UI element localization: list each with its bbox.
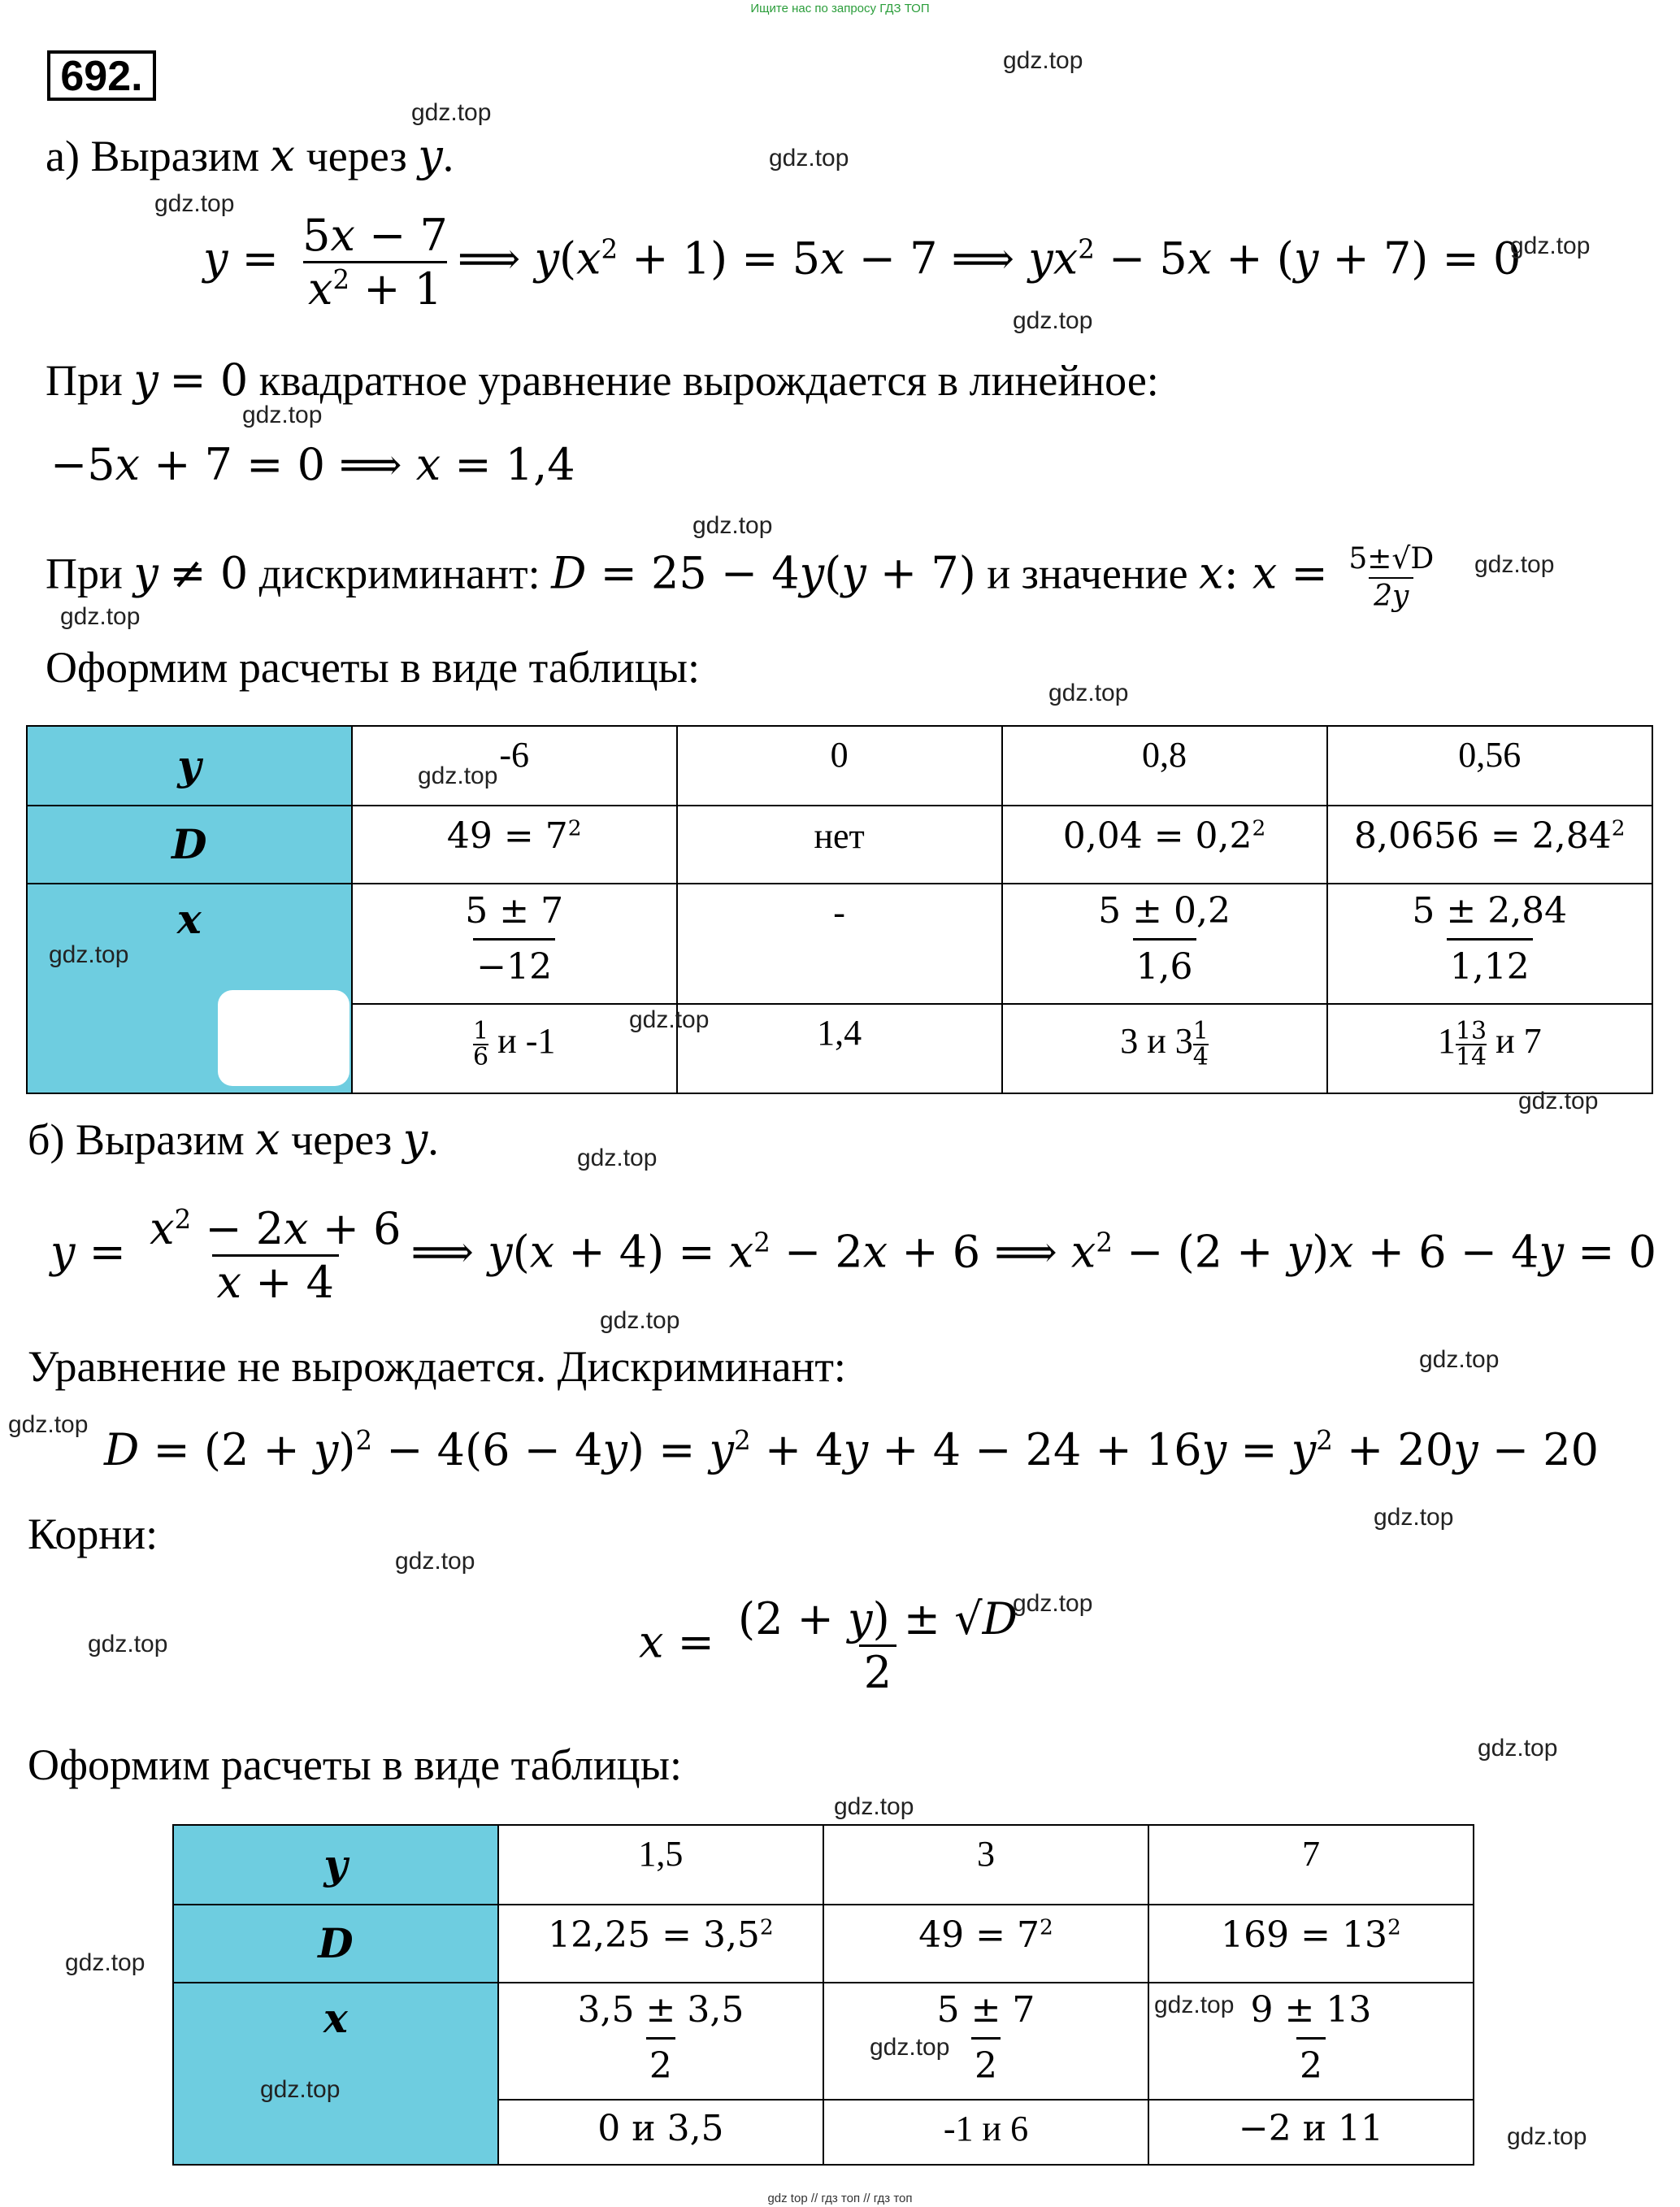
table-cell: $\frac{5 \pm 2,84}{1,12}$: [1327, 884, 1652, 1004]
table-cell: $\frac{5 \pm 7}{2}$: [823, 1983, 1148, 2100]
table-cell: $8,0656 = 2,84^2$: [1327, 806, 1652, 884]
watermark: gdz.top: [411, 99, 492, 126]
row-label-D: D: [173, 1905, 498, 1983]
table-cell: $\frac{5 \pm 0,2}{1,6}$: [1002, 884, 1327, 1004]
table-cell: 7: [1148, 1825, 1474, 1905]
table-cell: -: [677, 884, 1002, 1004]
watermark: gdz.top: [260, 2076, 341, 2103]
watermark: gdz.top: [418, 762, 498, 789]
table-cell: 0,56: [1327, 726, 1652, 806]
table-cell: 0 и 3,5: [498, 2100, 823, 2165]
row-label-y: y: [173, 1825, 498, 1905]
table-cell: 1,5: [498, 1825, 823, 1905]
row-label-x: x: [27, 884, 352, 1093]
watermark: gdz.top: [577, 1145, 658, 1171]
part-a-line2: При y = 0 квадратное уравнение вырождается в линейное:: [46, 354, 1159, 406]
part-b-table: [172, 1824, 1474, 2166]
watermark: gdz.top: [769, 145, 849, 172]
watermark: gdz.top: [49, 941, 129, 968]
watermark: gdz.top: [1003, 47, 1083, 74]
watermark: gdz.top: [870, 2034, 950, 2061]
table-cell: нет: [677, 806, 1002, 884]
part-b-eq1: y = $\frac{x^2 - 2x + 6}{x + 4}$ ⟹ $y(x + 4) = x^2 - 2x + 6$ ⟹ $x^2 - (2 + y)x + 6 - 4y = 0$: [50, 1203, 1656, 1308]
watermark: gdz.top: [1478, 1735, 1558, 1762]
smudge: [218, 990, 349, 1086]
table-cell: $\frac{5 \pm 7}{-12}$: [352, 884, 677, 1004]
problem-number: 692.: [47, 50, 156, 101]
table-cell: −2 и 11: [1148, 2100, 1474, 2165]
table-cell: -1 и 6: [823, 2100, 1148, 2165]
watermark: gdz.top: [154, 190, 235, 217]
table-cell: 0,8: [1002, 726, 1327, 806]
row-label-x: x: [173, 1983, 498, 2165]
part-b-eq2: $D = (2 + y)^2 - 4(6 - 4y) = y^2 + 4y + 4 - 24 + 16y = y^2 + 20y - 20$: [104, 1424, 1599, 1475]
watermark: gdz.top: [600, 1307, 680, 1334]
table-cell: -6: [352, 726, 677, 806]
part-a-heading: а) Выразим x через y.: [46, 130, 454, 181]
part-a-eq1: y = $\frac{5x - 7}{x^2 + 1}$ ⟹ $y(x^2 + 1) = 5x - 7$ ⟹ $yx^2 - 5x + (y + 7) = 0$: [203, 210, 1522, 315]
watermark: gdz.top: [1374, 1504, 1454, 1531]
table-cell: 0: [677, 726, 1002, 806]
watermark: gdz.top: [692, 512, 773, 539]
row-label-y: y: [27, 726, 352, 806]
table-cell: 1,4: [677, 1004, 1002, 1093]
search-hint[interactable]: Ищите нас по запросу ГДЗ ТОП: [750, 2, 930, 15]
table-cell: 3: [823, 1825, 1148, 1905]
frac-num: 5±√D: [1348, 542, 1435, 576]
table-cell: $49 = 7^2$: [352, 806, 677, 884]
watermark: gdz.top: [1013, 1590, 1093, 1617]
row-label-D: D: [27, 806, 352, 884]
watermark: gdz.top: [8, 1411, 89, 1438]
table-cell: $\frac{3,5 \pm 3,5}{2}$: [498, 1983, 823, 2100]
watermark: gdz.top: [88, 1631, 168, 1657]
watermark: gdz.top: [60, 603, 141, 630]
part-b-roots-formula: x = $\frac{(2 + y) \pm √D}{2}$: [639, 1593, 1018, 1698]
watermark: gdz.top: [1474, 551, 1555, 578]
watermark: gdz.top: [1154, 1992, 1235, 2018]
table-cell: $0,04 = 0,2^2$: [1002, 806, 1327, 884]
watermark: gdz.top: [1419, 1346, 1500, 1373]
watermark: gdz.top: [1507, 2123, 1587, 2150]
watermark: gdz.top: [242, 402, 323, 428]
table-cell: $169 = 13^2$: [1148, 1905, 1474, 1983]
table-cell: $12,25 = 3,5^2$: [498, 1905, 823, 1983]
part-b-table-intro: Оформим расчеты в виде таблицы:: [28, 1740, 682, 1789]
watermark: gdz.top: [629, 1006, 710, 1033]
footer-links[interactable]: gdz top // гдз топ // гдз топ: [767, 2192, 913, 2205]
watermark: gdz.top: [1013, 307, 1093, 334]
part-b-roots-label: Корни:: [28, 1510, 158, 1558]
table-cell: $\frac{9 \pm 13}{2}$: [1148, 1983, 1474, 2100]
part-a-line3: При y ≠ 0 дискриминант: D = 25 − 4y(y + 7) и значение x: x = $\frac{5\pm√D}{2y}$: [46, 541, 1443, 615]
watermark: gdz.top: [65, 1949, 145, 1976]
watermark: gdz.top: [1510, 232, 1591, 259]
table-cell: $49 = 7^2$: [823, 1905, 1148, 1983]
table-cell: $\frac{1}{6}$ и -1: [352, 1004, 677, 1093]
table-cell: 3 и 3 $\frac{1}{4}$: [1002, 1004, 1327, 1093]
part-a-table-intro: Оформим расчеты в виде таблицы:: [46, 643, 700, 692]
watermark: gdz.top: [395, 1548, 475, 1575]
part-b-line2: Уравнение не вырождается. Дискриминант:: [28, 1342, 846, 1391]
watermark: gdz.top: [1048, 680, 1129, 706]
watermark: gdz.top: [1518, 1088, 1599, 1114]
table-cell: 1 $\frac{13}{14}$ и 7: [1327, 1004, 1652, 1093]
watermark: gdz.top: [834, 1793, 914, 1820]
part-a-eq2: −5x + 7 = 0 ⟹ x = 1,4: [50, 439, 575, 490]
part-b-heading: б) Выразим x через y.: [28, 1114, 439, 1165]
